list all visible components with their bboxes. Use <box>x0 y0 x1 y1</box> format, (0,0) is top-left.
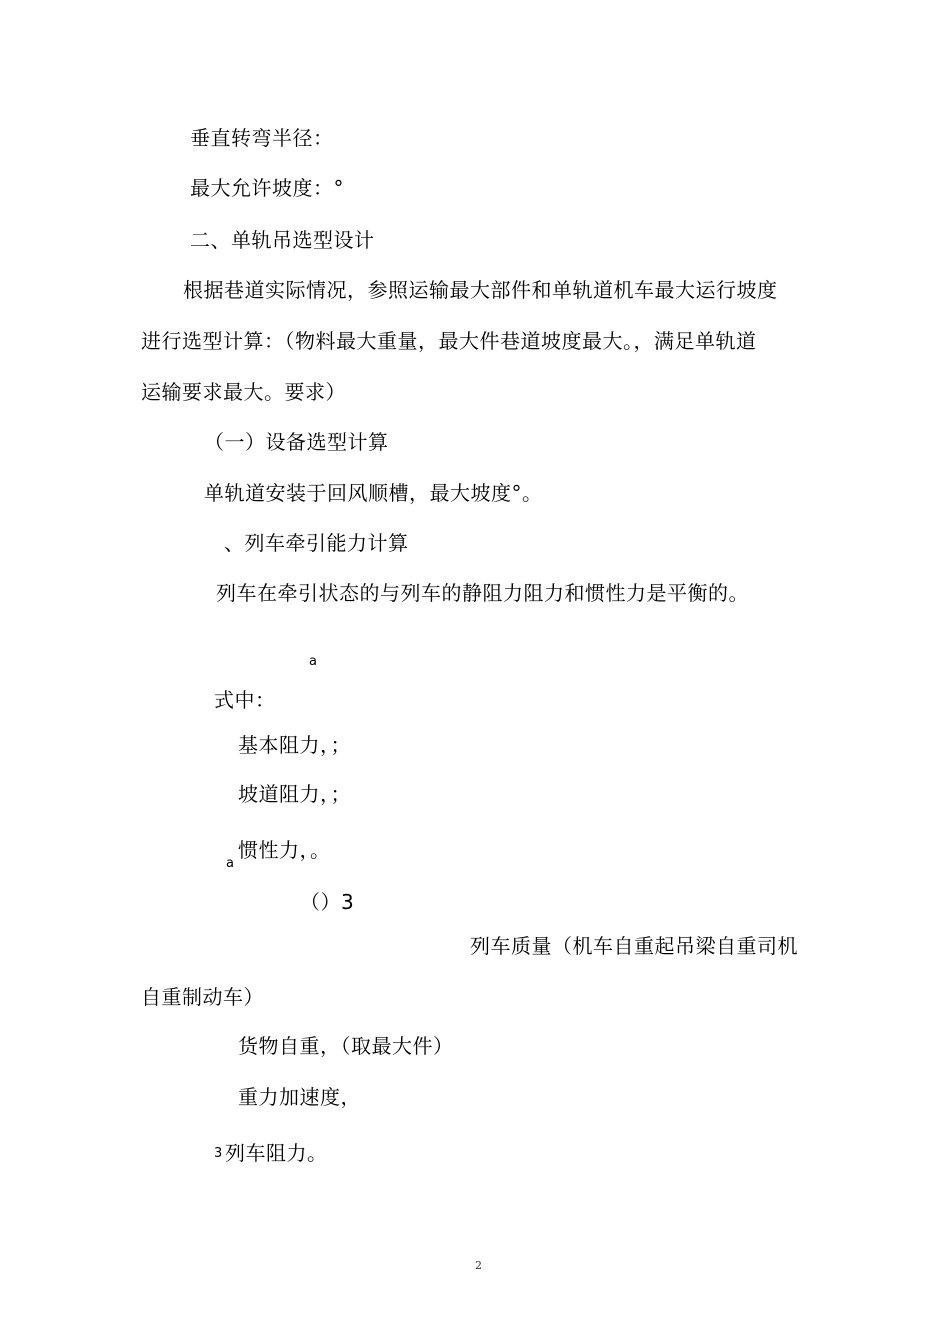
text-line-cargo-weight: 货物自重，（取最大件） <box>238 1034 454 1058</box>
text-line-basic-resistance: 基本阻力，； <box>238 733 351 757</box>
paragraph-line-1: 根据巷道实际情况，参照运输最大部件和单轨道机车最大运行坡度 <box>183 278 778 302</box>
text-line-max-slope: 最大允许坡度：° <box>190 176 344 200</box>
page-number: 2 <box>475 1259 482 1272</box>
text-line-traction-balance: 列车在牵引状态的与列车的静阻力阻力和惯性力是平衡的。 <box>216 581 749 605</box>
paragraph-line-3: 运输要求最大。要求） <box>141 380 346 404</box>
text-line-inertia-force: 惯性力，。 <box>238 838 331 862</box>
paragraph-line-2: 进行选型计算：（物料最大重量，最大件巷道坡度最大。，满足单轨道 <box>141 329 757 353</box>
subsection-heading-equipment-calc: （一）设备选型计算 <box>204 430 389 454</box>
heading-traction-calc: 、列车牵引能力计算 <box>224 531 409 555</box>
text-line-where: 式中： <box>214 688 276 712</box>
text-line-train-mass: 列车质量（机车自重起吊梁自重司机 <box>470 934 798 958</box>
formula-subscript-a-2: a <box>226 856 234 871</box>
text-line-train-mass-cont: 自重制动车） <box>141 985 264 1009</box>
formula-fragment: （）3 <box>300 890 355 914</box>
text-line-install-location: 单轨道安装于回风顺槽，最大坡度°。 <box>204 481 543 505</box>
formula-subscript-3: 3 <box>214 1146 223 1161</box>
text-line-slope-resistance: 坡道阻力，； <box>238 782 351 806</box>
text-line-gravity-accel: 重力加速度， <box>238 1085 361 1109</box>
formula-subscript-a: a <box>309 654 317 669</box>
section-heading-monorail-selection: 二、单轨吊选型设计 <box>190 228 375 252</box>
text-line-vertical-turn-radius: 垂直转弯半径： <box>190 126 334 150</box>
text-line-train-resistance: 列车阻力。 <box>225 1141 328 1165</box>
